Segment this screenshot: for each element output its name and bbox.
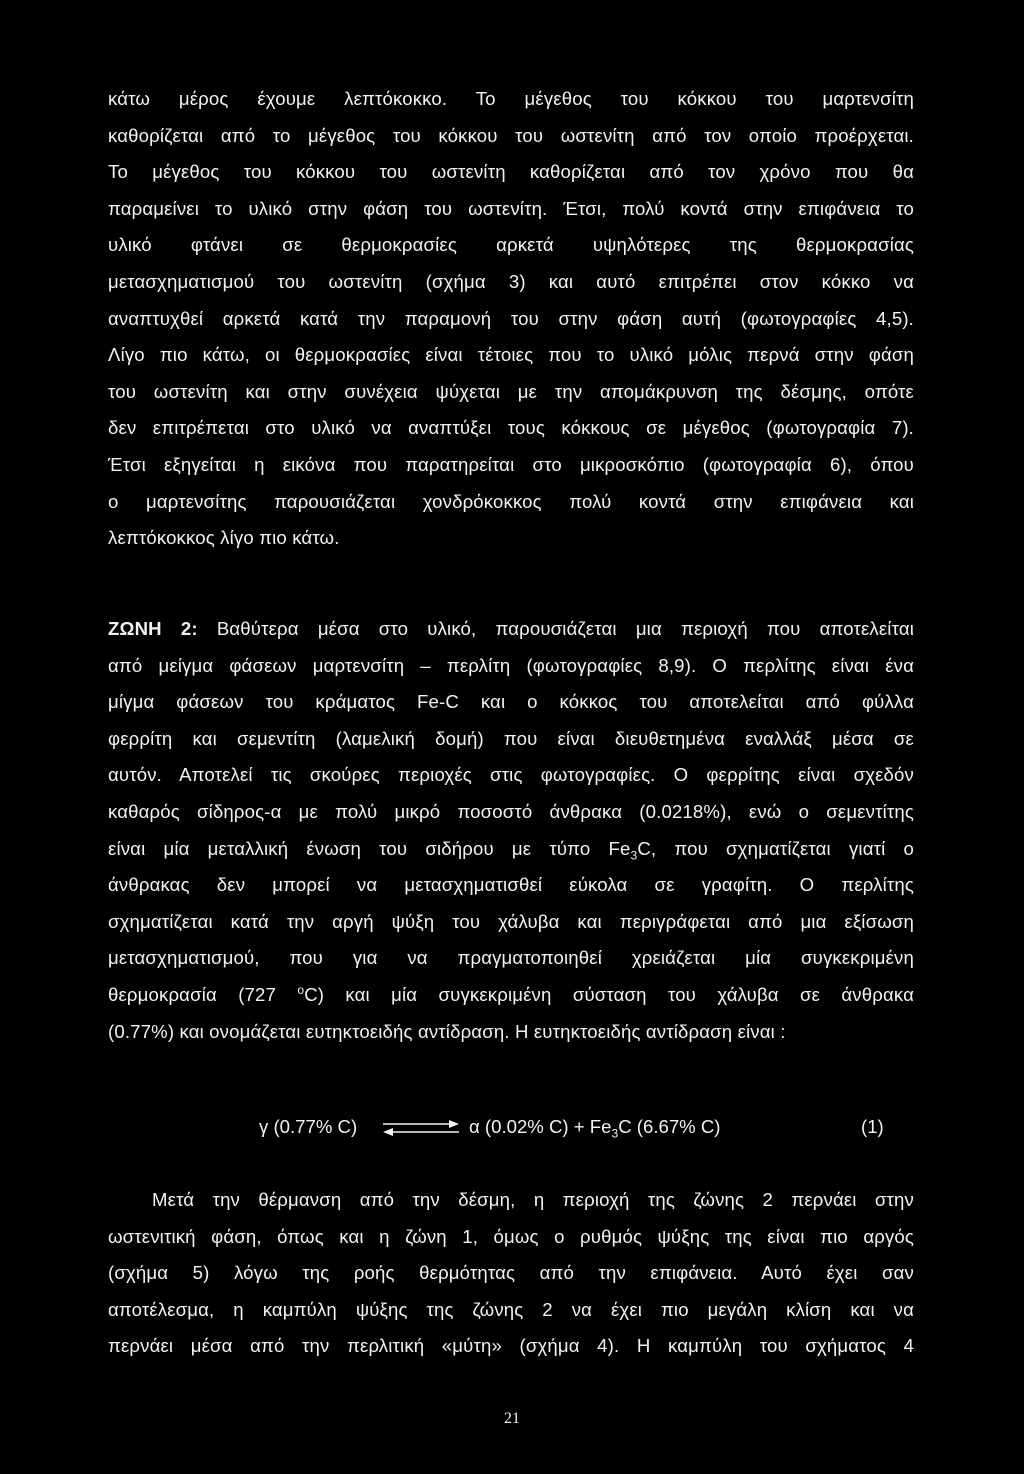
text-line: παραμείνει το υλικό στην φάση του ωστενίτη. Έτσι, πολύ κοντά στην επιφάνεια το bbox=[108, 197, 914, 219]
text-line: ο μαρτενσίτης παρουσιάζεται χονδρόκοκκος πολύ κοντά στην επιφάνεια και bbox=[108, 490, 914, 512]
text-run: Βαθύτερα μέσα στο υλικό, παρουσιάζεται μια περιοχή που αποτελείται bbox=[197, 618, 914, 639]
text-line: λεπτόκοκκος λίγο πιο κάτω. bbox=[108, 527, 340, 549]
text-line: καθορίζεται από το μέγεθος του κόκκου του ωστενίτη από τον οποίο προέρχεται. bbox=[108, 124, 914, 146]
subscript: 3 bbox=[630, 848, 638, 863]
text-line bbox=[108, 831, 914, 868]
subscript: 3 bbox=[611, 1126, 619, 1141]
paragraph-zone-1-continuation bbox=[108, 81, 914, 557]
text-run: θερμοκρασία (727 bbox=[108, 983, 298, 1005]
text-line: από μείγμα φάσεων μαρτενσίτη – περλίτη (φωτογραφίες 8,9). Ο περλίτης είναι ένα bbox=[108, 654, 914, 676]
text-line bbox=[108, 611, 914, 648]
eutectoid-equation bbox=[0, 1109, 1024, 1145]
text-line: φερρίτη και σεμεντίτη (λαμελική δομή) που είναι διευθετημένα εναλλάξ μέσα σε bbox=[108, 727, 914, 749]
text-line: (σχήμα 5) λόγω της ροής θερμότητας από την επιφάνεια. Αυτό έχει σαν bbox=[108, 1262, 914, 1284]
text-run: C (6.67% C) bbox=[618, 1116, 721, 1137]
text-line: Μετά την θέρμανση από την δέσμη, η περιοχή της ζώνης 2 περνάει στην bbox=[152, 1189, 914, 1210]
text-line: μετασχηματισμού του ωστενίτη (σχήμα 3) και αυτό επιτρέπει στον κόκκο να bbox=[108, 270, 914, 292]
text-run: είναι μία μεταλλική ένωση του σιδήρου με τύπο Fe bbox=[108, 837, 631, 859]
text-line: Λίγο πιο κάτω, οι θερμοκρασίες είναι τέτοιες που το υλικό μόλις περνά στην φάση bbox=[108, 344, 914, 366]
text-line: κάτω μέρος έχουμε λεπτόκοκκο. Το μέγεθος του κόκκου του μαρτενσίτη bbox=[108, 88, 914, 109]
text-run: C, που σχηματίζεται γιατί ο bbox=[637, 837, 914, 859]
text-line: καθαρός σίδηρος-α με πολύ μικρό ποσοστό άνθρακα (0.0218%), ενώ ο σεμεντίτης bbox=[108, 800, 914, 822]
superscript: o bbox=[297, 982, 305, 997]
text-line: μίγμα φάσεων του κράματος Fe-C και ο κόκκος του αποτελείται από φύλλα bbox=[108, 691, 914, 713]
text-line: αναπτυχθεί αρκετά κατά την παραμονή του στην φάση αυτή (φωτογραφίες 4,5). bbox=[108, 307, 914, 329]
text-line: Έτσι εξηγείται η εικόνα που παρατηρείται στο μικροσκόπιο (φωτογραφία 6), όπου bbox=[108, 453, 914, 475]
text-line: Το μέγεθος του κόκκου του ωστενίτη καθορίζεται από τον χρόνο που θα bbox=[108, 161, 914, 183]
text-line: (0.77%) και ονομάζεται ευτηκτοειδής αντίδραση. Η ευτηκτοειδής αντίδραση είναι : bbox=[108, 1020, 786, 1042]
paragraph-after-equation bbox=[108, 1182, 914, 1365]
text-line: του ωστενίτη και στην συνέχεια ψύχεται με την απομάκρυνση της δέσμης, οπότε bbox=[108, 380, 914, 402]
text-line bbox=[108, 977, 914, 1014]
text-run: α (0.02% C) + Fe bbox=[469, 1116, 612, 1137]
text-line: υλικό φτάνει σε θερμοκρασίες αρκετά υψηλότερες της θερμοκρασίας bbox=[108, 234, 914, 256]
text-line: σχηματίζεται κατά την αργή ψύξη του χάλυβα και περιγράφεται από μια εξίσωση bbox=[108, 910, 914, 932]
equation-right-side bbox=[469, 1109, 721, 1145]
text-line: άνθρακας δεν μπορεί να μετασχηματισθεί εύκολα σε γραφίτη. Ο περλίτης bbox=[108, 874, 914, 896]
text-line: μετασχηματισμού, που για να πραγματοποιηθεί χρειάζεται μία συγκεκριμένη bbox=[108, 947, 914, 969]
paragraph-zone-2 bbox=[108, 611, 914, 1050]
equilibrium-arrows-icon bbox=[381, 1115, 461, 1139]
equation-number: (1) bbox=[861, 1116, 884, 1137]
equation-left-side: γ (0.77% C) bbox=[259, 1116, 358, 1137]
text-line: αποτέλεσμα, η καμπύλη ψύξης της ζώνης 2 να έχει πιο μεγάλη κλίση και να bbox=[108, 1298, 914, 1320]
text-run: C) και μία συγκεκριμένη σύσταση του χάλυβα σε άνθρακα bbox=[304, 983, 914, 1005]
text-line: περνάει μέσα από την περλιτική «μύτη» (σχήμα 4). Η καμπύλη του σχήματος 4 bbox=[108, 1335, 914, 1357]
text-line: ωστενιτική φάση, όπως και η ζώνη 1, όμως ο ρυθμός ψύξης της είναι πιο αργός bbox=[108, 1225, 914, 1247]
zone-2-heading: ΖΩΝΗ 2: bbox=[108, 618, 198, 639]
text-line: δεν επιτρέπεται στο υλικό να αναπτύξει τους κόκκους σε μέγεθος (φωτογραφία 7). bbox=[108, 417, 914, 439]
page-number: 21 bbox=[504, 1410, 520, 1427]
text-line: αυτόν. Αποτελεί τις σκούρες περιοχές στις φωτογραφίες. Ο φερρίτης είναι σχεδόν bbox=[108, 764, 914, 786]
